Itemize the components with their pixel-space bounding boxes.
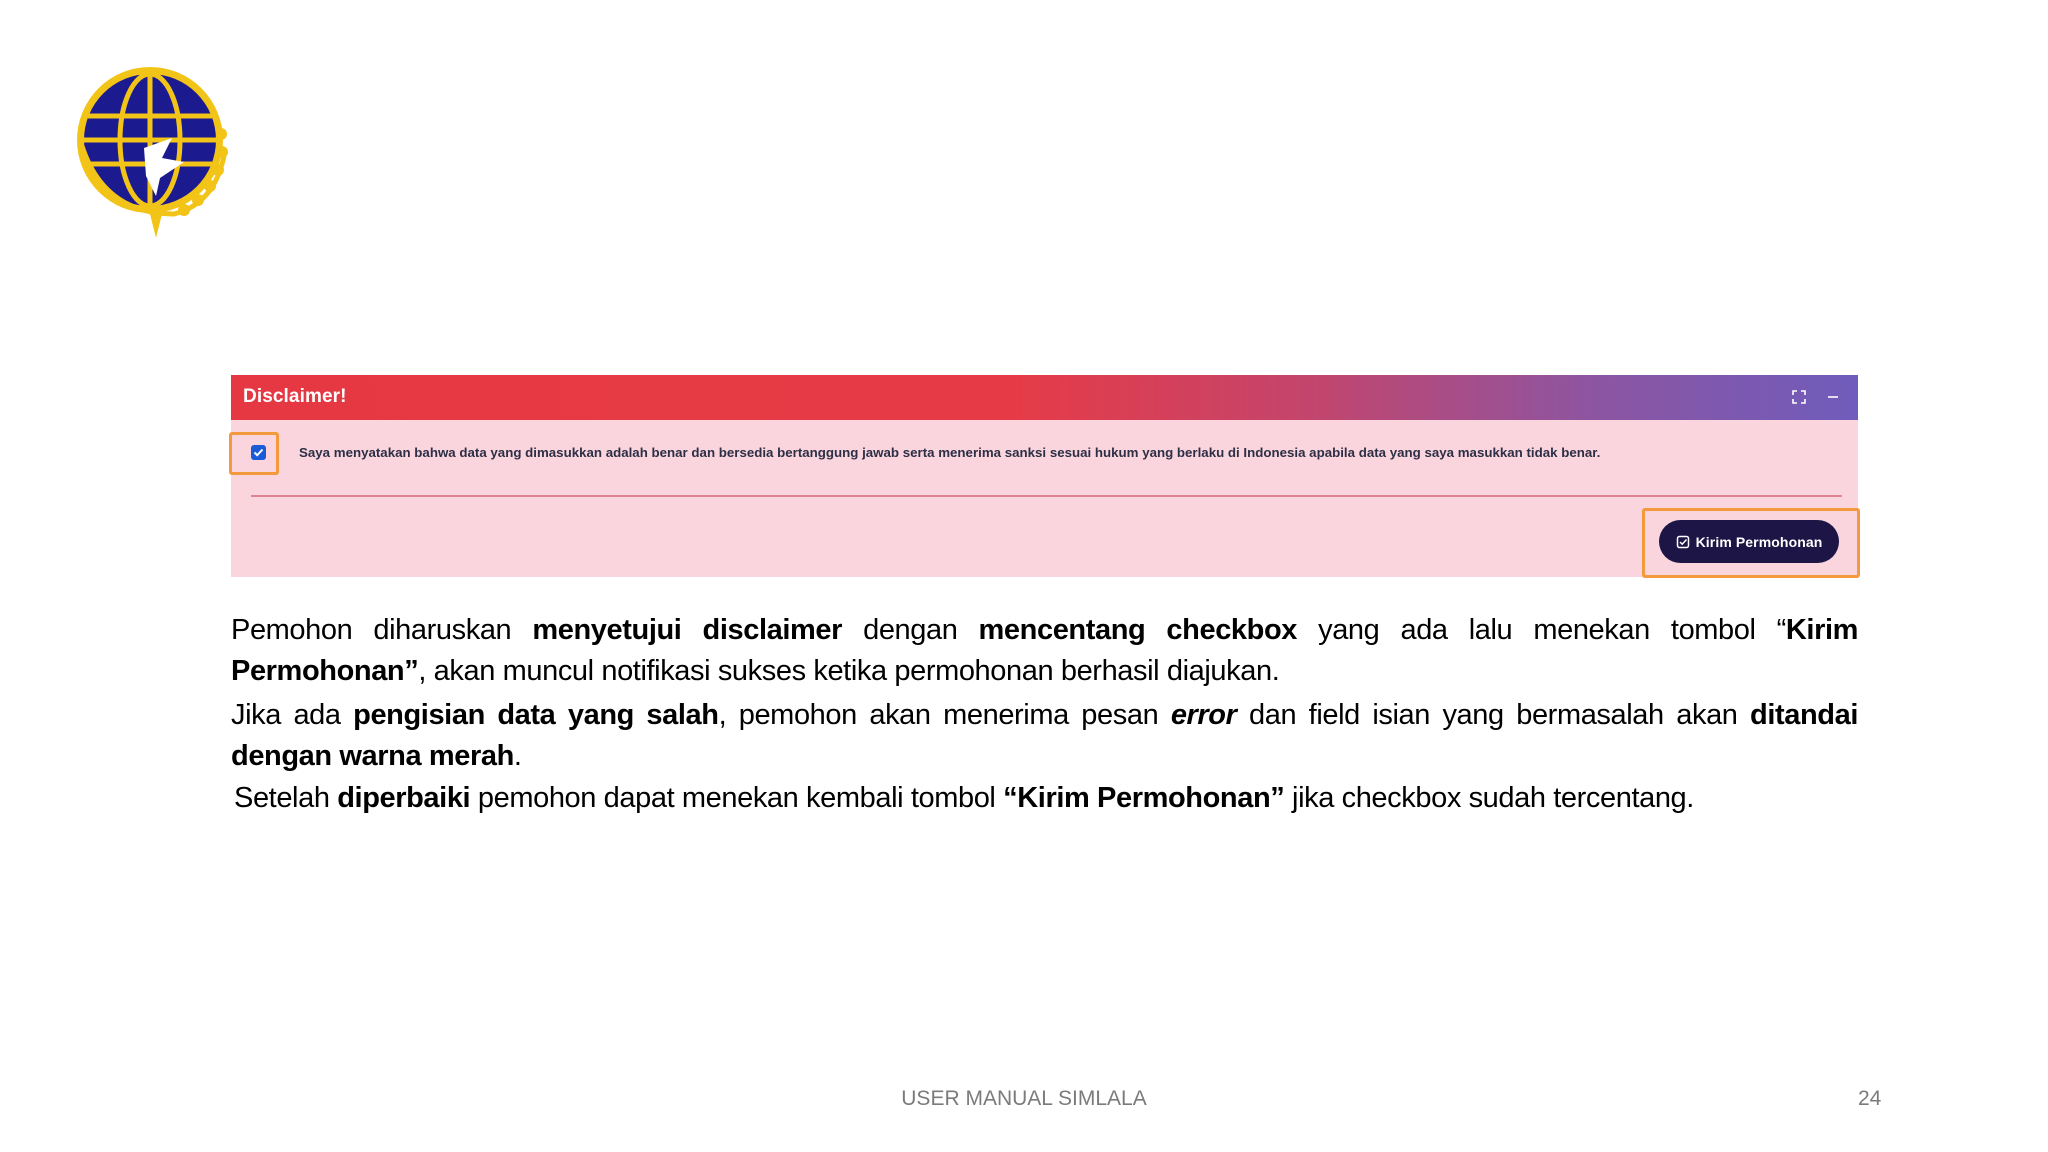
bold-text: “Kirim Permohonan” [1003, 782, 1285, 814]
disclaimer-title: Disclaimer! [243, 386, 347, 407]
expand-icon[interactable] [1790, 388, 1808, 406]
text: , akan muncul notifikasi sukses ketika permohonan berhasil diajukan. [418, 655, 1280, 687]
check-square-icon [1676, 535, 1690, 549]
text: Jika ada [231, 699, 354, 731]
text: pemohon dapat menekan kembali tombol [470, 782, 1004, 814]
bold-text: menyetujui disclaimer [532, 614, 843, 646]
disclaimer-card-header [231, 375, 1858, 420]
card-divider [251, 495, 1842, 497]
instruction-paragraph-3 [234, 778, 1861, 819]
footer-title: USER MANUAL SIMLALA [901, 1087, 1147, 1110]
bold-text: diperbaiki [337, 782, 471, 814]
text: jika checkbox sudah tercentang. [1284, 782, 1694, 814]
instruction-paragraph-1 [231, 610, 1858, 692]
bold-text: mencentang checkbox [978, 614, 1298, 646]
disclaimer-checkbox-label: Saya menyatakan bahwa data yang dimasukkan adalah benar dan bersedia bertanggung jawab serta menerima sanksi sesuai hukum yang berlaku di Indonesia apabila data yang saya masukkan tidak benar. [299, 445, 1601, 460]
disclaimer-checkbox[interactable] [251, 445, 266, 460]
ministry-logo-icon [74, 64, 232, 238]
kirim-permohonan-button[interactable] [1659, 520, 1839, 563]
text: dengan [842, 614, 979, 646]
disclaimer-card [231, 375, 1858, 577]
text: , pemohon akan menerima pesan [718, 699, 1171, 731]
bold-text: ditandai dengan warna merah [231, 699, 1858, 772]
text: yang ada lalu menekan tombol “ [1297, 614, 1786, 646]
bold-text: pengisian data yang salah [353, 699, 719, 731]
bold-italic-text: error [1170, 699, 1237, 731]
minimize-icon[interactable] [1824, 388, 1842, 406]
text: Pemohon diharuskan [231, 614, 533, 646]
page-number: 24 [1858, 1087, 1882, 1110]
bold-text: Kirim Permohonan” [231, 614, 1859, 687]
text: dan field isian yang bermasalah akan [1236, 699, 1750, 731]
checkmark-icon [253, 447, 264, 458]
kirim-permohonan-label: Kirim Permohonan [1695, 533, 1823, 550]
text: Setelah [234, 782, 338, 814]
text: . [513, 740, 522, 772]
instruction-paragraph-2 [231, 695, 1858, 777]
